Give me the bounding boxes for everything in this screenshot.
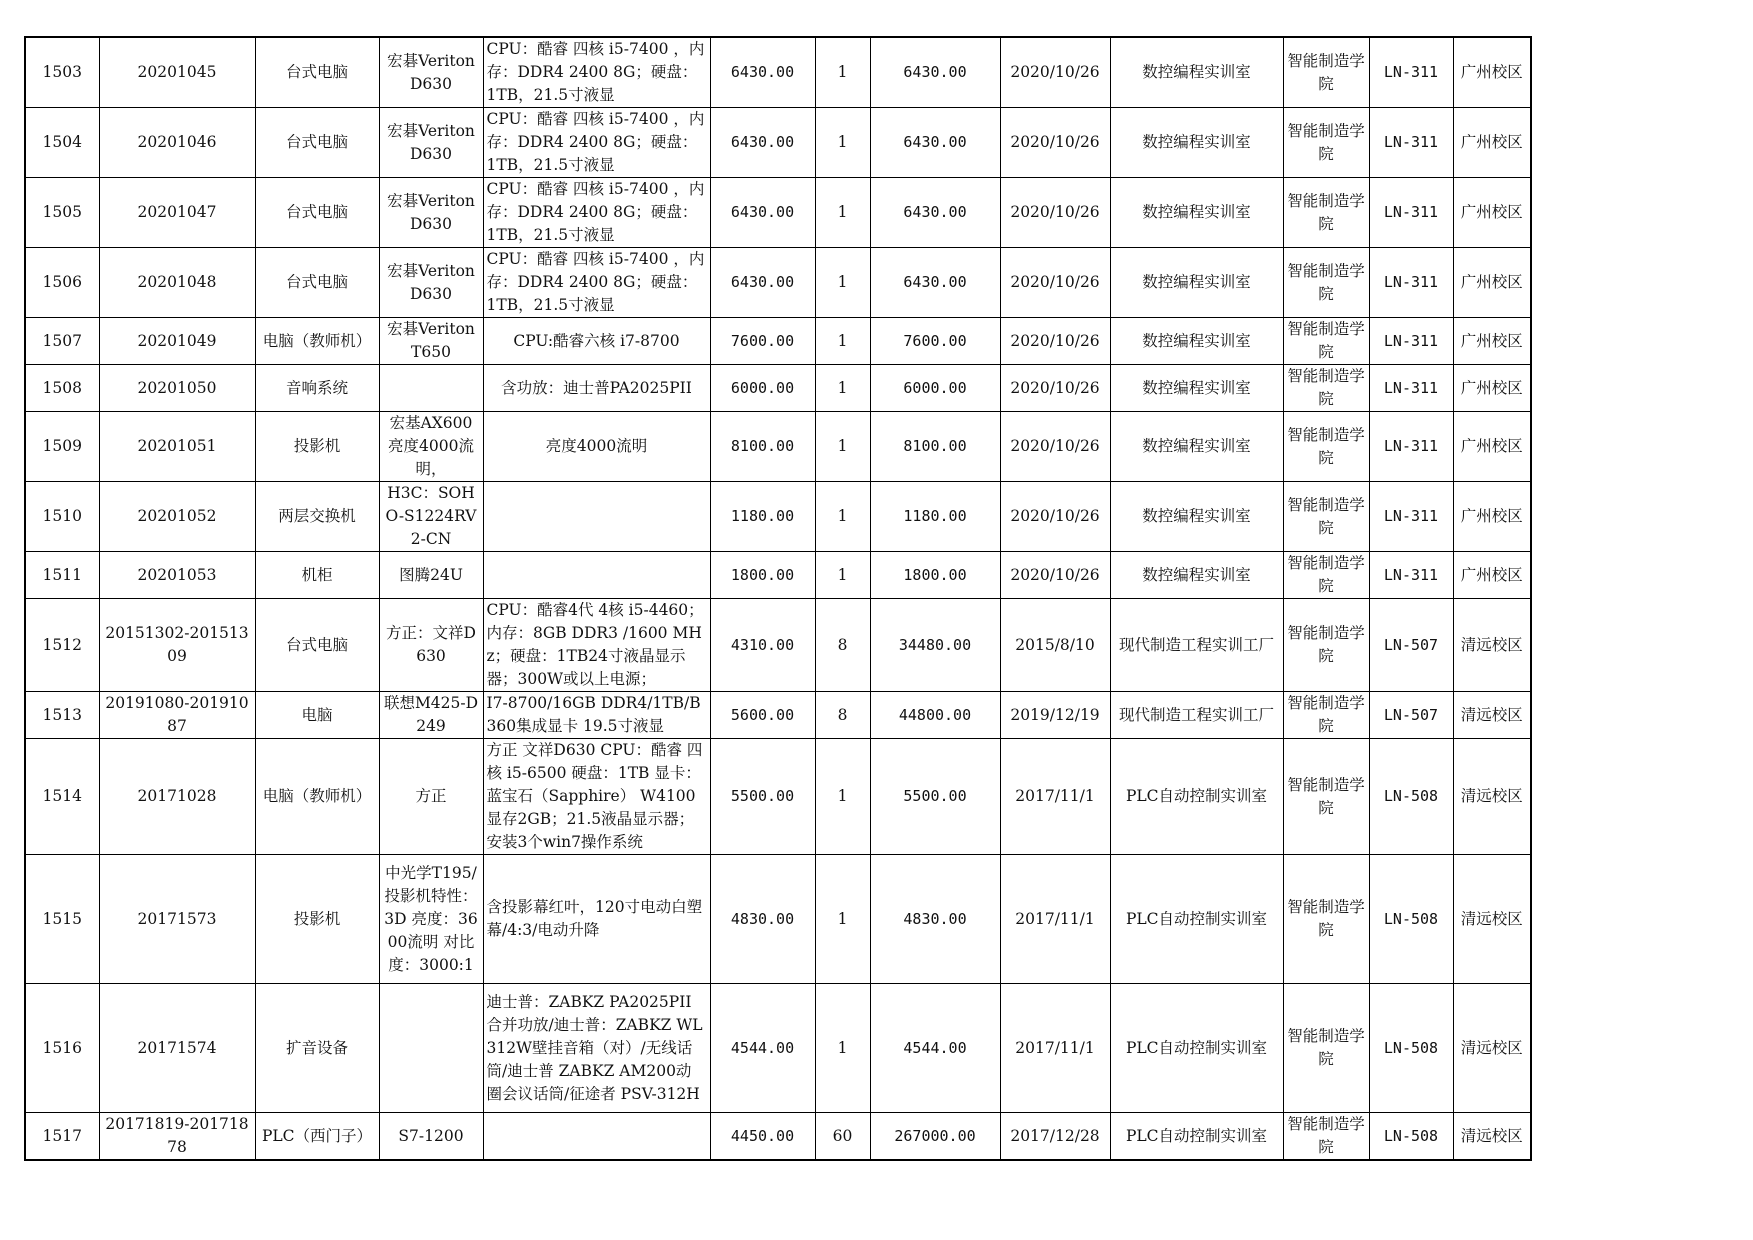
purchase-date: 2020/10/26 [1000,412,1110,482]
purchase-date: 2020/10/26 [1000,552,1110,599]
specification: CPU：酷睿 四核 i5-7400 ，内存：DDR4 2400 8G；硬盘：1TB，21.5寸液显 [483,178,710,248]
lab-room: 数控编程实训室 [1110,178,1283,248]
row-number: 1505 [25,178,99,248]
brand-model: 图腾24U [379,552,483,599]
room-code: LN-311 [1369,365,1453,412]
unit-price: 6430.00 [710,37,815,108]
total-amount: 8100.00 [870,412,1000,482]
quantity: 1 [815,108,870,178]
campus: 广州校区 [1453,482,1531,552]
lab-room: 数控编程实训室 [1110,37,1283,108]
asset-number: 20201053 [99,552,255,599]
campus: 清远校区 [1453,984,1531,1113]
quantity: 8 [815,692,870,739]
asset-number: 20201051 [99,412,255,482]
table-row [25,599,1531,692]
quantity: 1 [815,37,870,108]
specification: I7-8700/16GB DDR4/1TB/B360集成显卡 19.5寸液显 [483,692,710,739]
row-number: 1504 [25,108,99,178]
asset-number: 20201049 [99,318,255,365]
quantity: 1 [815,248,870,318]
asset-number: 20171819-20171878 [99,1113,255,1161]
department: 智能制造学院 [1283,739,1369,855]
asset-number: 20201050 [99,365,255,412]
department: 智能制造学院 [1283,855,1369,984]
department: 智能制造学院 [1283,1113,1369,1161]
asset-number: 20171573 [99,855,255,984]
quantity: 1 [815,552,870,599]
row-number: 1514 [25,739,99,855]
equipment-name: PLC（西门子） [255,1113,379,1161]
brand-model [379,984,483,1113]
equipment-name: 投影机 [255,855,379,984]
quantity: 1 [815,855,870,984]
total-amount: 267000.00 [870,1113,1000,1161]
row-number: 1515 [25,855,99,984]
campus: 清远校区 [1453,692,1531,739]
lab-room: 数控编程实训室 [1110,482,1283,552]
asset-number: 20201045 [99,37,255,108]
room-code: LN-508 [1369,855,1453,984]
unit-price: 6000.00 [710,365,815,412]
room-code: LN-311 [1369,552,1453,599]
unit-price: 4450.00 [710,1113,815,1161]
asset-number: 20191080-20191087 [99,692,255,739]
row-number: 1507 [25,318,99,365]
specification: 含投影幕红叶，120寸电动白塑幕/4:3/电动升降 [483,855,710,984]
campus: 清远校区 [1453,599,1531,692]
unit-price: 6430.00 [710,178,815,248]
total-amount: 1180.00 [870,482,1000,552]
brand-model: 宏碁Veriton D630 [379,248,483,318]
asset-number: 20201046 [99,108,255,178]
unit-price: 1180.00 [710,482,815,552]
department: 智能制造学院 [1283,365,1369,412]
specification [483,552,710,599]
brand-model: 联想M425-D249 [379,692,483,739]
equipment-name: 台式电脑 [255,37,379,108]
row-number: 1517 [25,1113,99,1161]
campus: 广州校区 [1453,365,1531,412]
table-body [25,37,1531,1160]
unit-price: 7600.00 [710,318,815,365]
lab-room: 数控编程实训室 [1110,365,1283,412]
equipment-name: 电脑 [255,692,379,739]
campus: 广州校区 [1453,318,1531,365]
department: 智能制造学院 [1283,178,1369,248]
brand-model: 宏碁Veriton D630 [379,108,483,178]
specification [483,482,710,552]
purchase-date: 2020/10/26 [1000,248,1110,318]
total-amount: 1800.00 [870,552,1000,599]
campus: 广州校区 [1453,412,1531,482]
campus: 广州校区 [1453,248,1531,318]
department: 智能制造学院 [1283,692,1369,739]
total-amount: 34480.00 [870,599,1000,692]
equipment-table [24,36,1532,1161]
total-amount: 4830.00 [870,855,1000,984]
asset-number: 20151302-20151309 [99,599,255,692]
room-code: LN-507 [1369,692,1453,739]
asset-number: 20171574 [99,984,255,1113]
department: 智能制造学院 [1283,599,1369,692]
table-row [25,984,1531,1113]
room-code: LN-507 [1369,599,1453,692]
unit-price: 4310.00 [710,599,815,692]
total-amount: 6430.00 [870,178,1000,248]
specification: 方正 文祥D630 CPU：酷睿 四核 i5-6500 硬盘：1TB 显卡：蓝宝石（Sapphire） W4100 显存2GB；21.5液晶显示器；安装3个win7操作系统 [483,739,710,855]
total-amount: 6430.00 [870,108,1000,178]
unit-price: 6430.00 [710,248,815,318]
table-row [25,178,1531,248]
department: 智能制造学院 [1283,552,1369,599]
table-row [25,1113,1531,1161]
purchase-date: 2020/10/26 [1000,108,1110,178]
total-amount: 7600.00 [870,318,1000,365]
unit-price: 6430.00 [710,108,815,178]
table-row [25,248,1531,318]
equipment-name: 机柜 [255,552,379,599]
specification [483,1113,710,1161]
lab-room: 现代制造工程实训工厂 [1110,692,1283,739]
brand-model: 方正：文祥D630 [379,599,483,692]
specification: CPU：酷睿4代 4核 i5-4460；内存：8GB DDR3 /1600 MHz；硬盘：1TB24寸液晶显示器；300W或以上电源； [483,599,710,692]
total-amount: 44800.00 [870,692,1000,739]
table-row [25,482,1531,552]
table-row [25,855,1531,984]
brand-model: 宏基AX600亮度4000流明， [379,412,483,482]
purchase-date: 2017/12/28 [1000,1113,1110,1161]
brand-model: 中光学T195/投影机特性：3D 亮度：3600流明 对比度：3000:1 [379,855,483,984]
total-amount: 4544.00 [870,984,1000,1113]
asset-number: 20201048 [99,248,255,318]
campus: 清远校区 [1453,855,1531,984]
equipment-name: 电脑（教师机） [255,318,379,365]
quantity: 1 [815,482,870,552]
purchase-date: 2020/10/26 [1000,178,1110,248]
brand-model: H3C：SOHO-S1224RV2-CN [379,482,483,552]
equipment-name: 投影机 [255,412,379,482]
campus: 广州校区 [1453,108,1531,178]
purchase-date: 2020/10/26 [1000,37,1110,108]
campus: 广州校区 [1453,37,1531,108]
room-code: LN-508 [1369,1113,1453,1161]
quantity: 1 [815,739,870,855]
department: 智能制造学院 [1283,318,1369,365]
purchase-date: 2019/12/19 [1000,692,1110,739]
asset-number: 20201052 [99,482,255,552]
equipment-name: 音响系统 [255,365,379,412]
lab-room: PLC自动控制实训室 [1110,855,1283,984]
specification: 含功放：迪士普PA2025PII [483,365,710,412]
total-amount: 6430.00 [870,37,1000,108]
brand-model: S7-1200 [379,1113,483,1161]
equipment-name: 台式电脑 [255,248,379,318]
unit-price: 1800.00 [710,552,815,599]
asset-number: 20171028 [99,739,255,855]
table-row [25,412,1531,482]
table-row [25,692,1531,739]
quantity: 60 [815,1113,870,1161]
department: 智能制造学院 [1283,984,1369,1113]
total-amount: 5500.00 [870,739,1000,855]
unit-price: 8100.00 [710,412,815,482]
unit-price: 5600.00 [710,692,815,739]
specification: CPU:酷睿六核 i7-8700 [483,318,710,365]
room-code: LN-311 [1369,412,1453,482]
row-number: 1509 [25,412,99,482]
quantity: 1 [815,365,870,412]
quantity: 1 [815,412,870,482]
row-number: 1516 [25,984,99,1113]
table-row [25,739,1531,855]
row-number: 1512 [25,599,99,692]
purchase-date: 2020/10/26 [1000,318,1110,365]
campus: 清远校区 [1453,1113,1531,1161]
specification: CPU：酷睿 四核 i5-7400 ，内存：DDR4 2400 8G；硬盘：1TB，21.5寸液显 [483,108,710,178]
lab-room: 数控编程实训室 [1110,412,1283,482]
quantity: 1 [815,178,870,248]
equipment-name: 台式电脑 [255,599,379,692]
table-row [25,108,1531,178]
quantity: 1 [815,984,870,1113]
row-number: 1503 [25,37,99,108]
purchase-date: 2017/11/1 [1000,855,1110,984]
department: 智能制造学院 [1283,412,1369,482]
equipment-name: 台式电脑 [255,178,379,248]
lab-room: 数控编程实训室 [1110,552,1283,599]
lab-room: PLC自动控制实训室 [1110,1113,1283,1161]
row-number: 1511 [25,552,99,599]
purchase-date: 2017/11/1 [1000,984,1110,1113]
table-row [25,318,1531,365]
brand-model: 宏碁Veriton T650 [379,318,483,365]
equipment-name: 扩音设备 [255,984,379,1113]
row-number: 1510 [25,482,99,552]
room-code: LN-311 [1369,482,1453,552]
room-code: LN-311 [1369,37,1453,108]
room-code: LN-311 [1369,178,1453,248]
department: 智能制造学院 [1283,37,1369,108]
row-number: 1506 [25,248,99,318]
room-code: LN-508 [1369,739,1453,855]
specification: CPU：酷睿 四核 i5-7400 ，内存：DDR4 2400 8G；硬盘：1TB，21.5寸液显 [483,37,710,108]
purchase-date: 2017/11/1 [1000,739,1110,855]
specification: CPU：酷睿 四核 i5-7400 ，内存：DDR4 2400 8G；硬盘：1TB，21.5寸液显 [483,248,710,318]
table-row [25,37,1531,108]
total-amount: 6430.00 [870,248,1000,318]
quantity: 8 [815,599,870,692]
department: 智能制造学院 [1283,248,1369,318]
equipment-name: 两层交换机 [255,482,379,552]
room-code: LN-311 [1369,108,1453,178]
unit-price: 5500.00 [710,739,815,855]
department: 智能制造学院 [1283,108,1369,178]
row-number: 1508 [25,365,99,412]
unit-price: 4544.00 [710,984,815,1113]
brand-model: 宏碁Veriton D630 [379,178,483,248]
table-row [25,552,1531,599]
purchase-date: 2020/10/26 [1000,482,1110,552]
lab-room: 现代制造工程实训工厂 [1110,599,1283,692]
campus: 清远校区 [1453,739,1531,855]
brand-model: 宏碁Veriton D630 [379,37,483,108]
brand-model [379,365,483,412]
room-code: LN-508 [1369,984,1453,1113]
lab-room: 数控编程实训室 [1110,248,1283,318]
unit-price: 4830.00 [710,855,815,984]
quantity: 1 [815,318,870,365]
department: 智能制造学院 [1283,482,1369,552]
asset-number: 20201047 [99,178,255,248]
room-code: LN-311 [1369,248,1453,318]
purchase-date: 2015/8/10 [1000,599,1110,692]
lab-room: 数控编程实训室 [1110,108,1283,178]
brand-model: 方正 [379,739,483,855]
campus: 广州校区 [1453,178,1531,248]
equipment-name: 电脑（教师机） [255,739,379,855]
equipment-name: 台式电脑 [255,108,379,178]
lab-room: PLC自动控制实训室 [1110,739,1283,855]
purchase-date: 2020/10/26 [1000,365,1110,412]
table-row [25,365,1531,412]
lab-room: 数控编程实训室 [1110,318,1283,365]
specification: 亮度4000流明 [483,412,710,482]
specification: 迪士普：ZABKZ PA2025PII合并功放/迪士普：ZABKZ WL312W壁挂音箱（对）/无线话筒/迪士普 ZABKZ AM200动圈会议话筒/征途者 PSV-312H [483,984,710,1113]
campus: 广州校区 [1453,552,1531,599]
lab-room: PLC自动控制实训室 [1110,984,1283,1113]
row-number: 1513 [25,692,99,739]
room-code: LN-311 [1369,318,1453,365]
total-amount: 6000.00 [870,365,1000,412]
